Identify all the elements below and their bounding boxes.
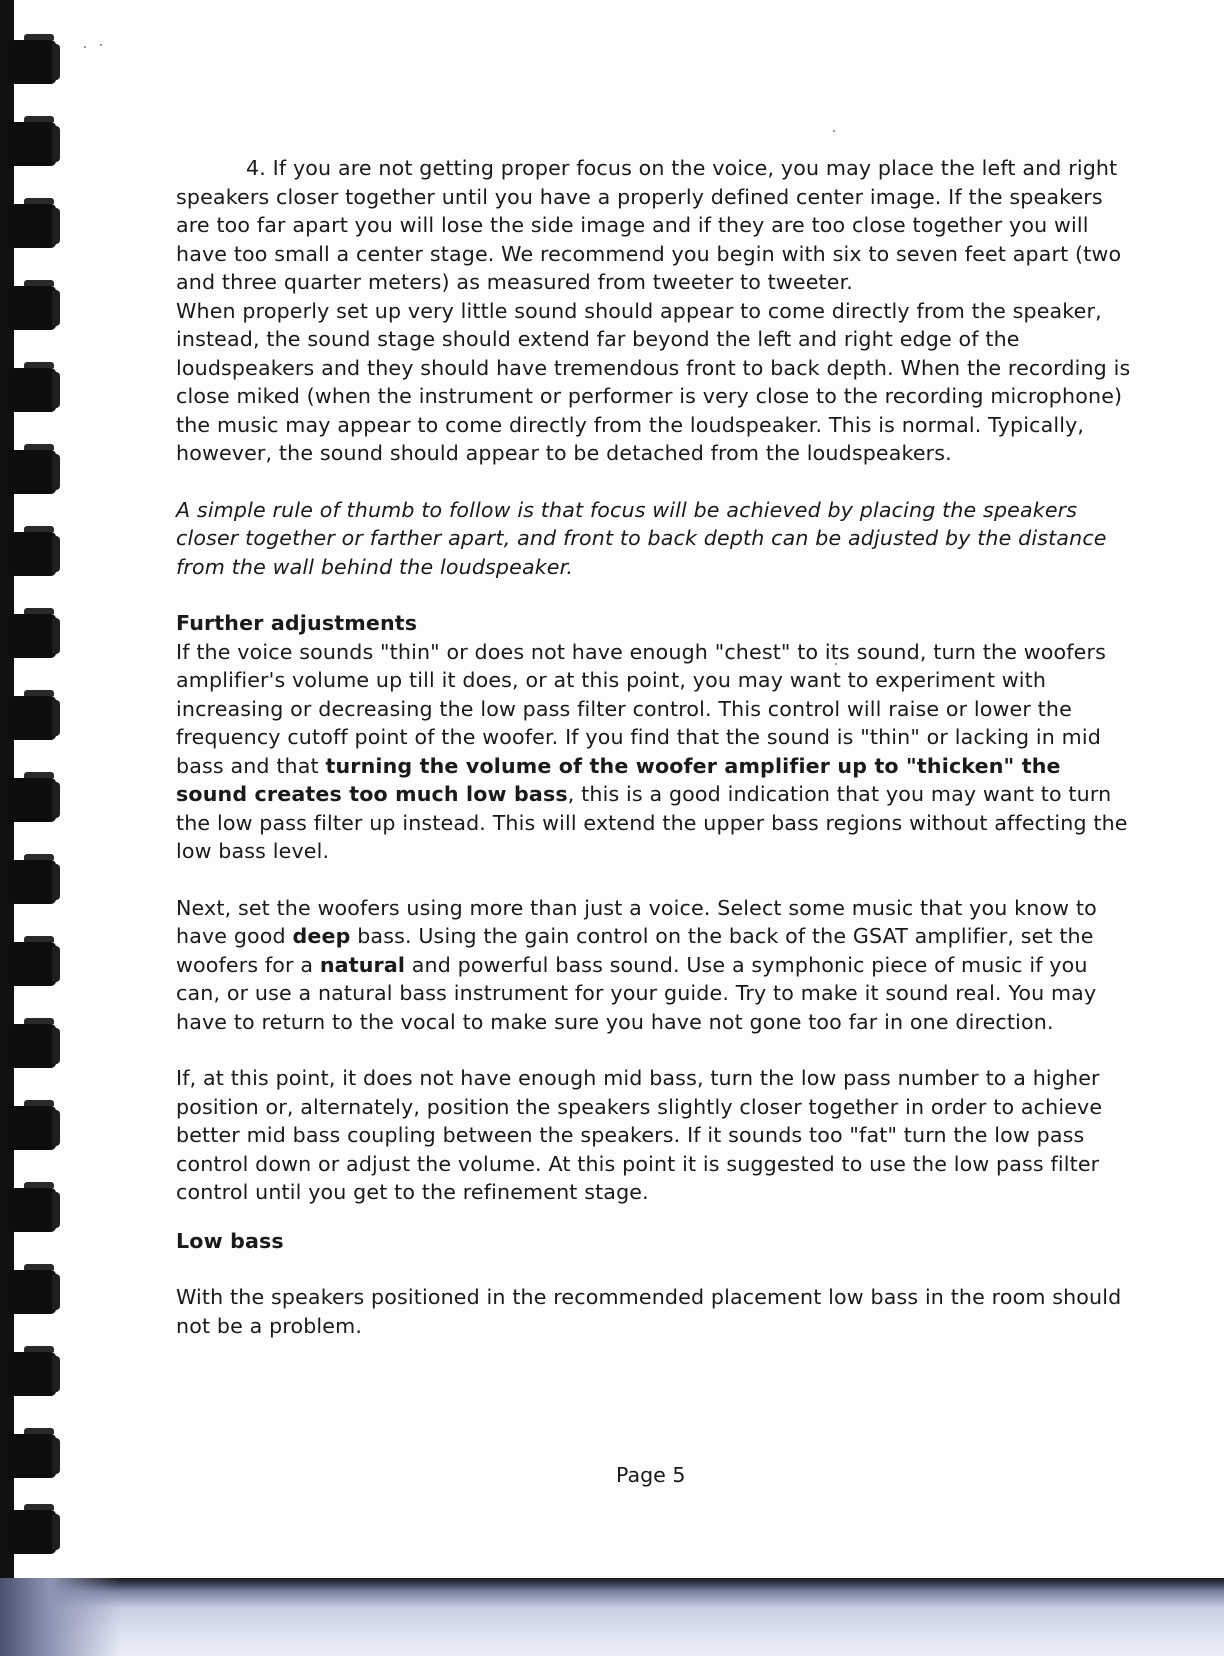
binding-coil: [8, 696, 56, 740]
binding-coil: [8, 204, 56, 248]
scan-speck: [833, 130, 835, 132]
binding-coil: [8, 1434, 56, 1478]
text-run: and powerful bass sound. Use a symphonic piece of music if you can, or use a natural bass instrument for your guide. Try to make it sound real. You may have to return to the vocal to make sure you have not gone too far in one direction.: [176, 952, 1097, 1034]
document-body: [176, 154, 1136, 1340]
binding-coil: [8, 1188, 56, 1232]
page-number: Page 5: [616, 1463, 686, 1487]
paragraph-low-bass: With the speakers positioned in the recommended placement low bass in the room should not be a problem.: [176, 1285, 1122, 1338]
binding-coil: [8, 1024, 56, 1068]
text-run: Next, set the woofers using more than just a voice. Select some music that you know to have good: [176, 895, 1097, 948]
bold-text-run: turning the volume of the woofer amplifier up to "thicken" the sound creates too much low bass: [176, 753, 1061, 806]
bold-text-run: natural: [319, 952, 406, 977]
paragraph-mid-bass: If, at this point, it does not have enough mid bass, turn the low pass number to a higher position or, alternately, position the speakers slightly closer together in order to achieve better mid bass coupling between the speakers. If it sounds too "fat" turn the low pass control down or adjust the volume. At this point it is suggested to use the low pass filter control until you get to the refinement stage.: [176, 1066, 1103, 1204]
binding-coil: [8, 40, 56, 84]
page-bottom-edge: [0, 1578, 1224, 1656]
paragraph-focus-intro: 4. If you are not getting proper focus on the voice, you may place the left and right speakers closer together until you have a properly defined center image. If the speakers are too far apart you will lose the side image and if they are too close together you will have too small a center stage. We recommend you begin with six to seven feet apart (two and three quarter meters) as measured from tweeter to tweeter.: [176, 156, 1122, 294]
binding-coil: [8, 286, 56, 330]
bold-text-run: deep: [292, 924, 351, 948]
binding-coil: [8, 1270, 56, 1314]
binding-coil: [8, 1352, 56, 1396]
binding-coil: [8, 450, 56, 494]
text-run: , this is a good indication that you may want to turn the low pass filter up instead. This will extend the upper bass regions without affecting the low bass level.: [176, 782, 1128, 863]
scan-speck: [84, 46, 86, 48]
binding-coil: [8, 368, 56, 412]
paragraph-further-adjustments: [176, 638, 1136, 866]
binding-coil: [8, 122, 56, 166]
heading-further-adjustments: Further adjustments: [176, 611, 418, 635]
text-run: bass. Using the gain control on the back of the GSAT amplifier, set the woofers for a: [176, 924, 1094, 977]
binding-coil: [8, 1510, 56, 1554]
binding-coil: [8, 942, 56, 986]
binding-coil: [8, 532, 56, 576]
binding-coil: [8, 860, 56, 904]
paragraph-proper-setup: When properly set up very little sound should appear to come directly from the speaker, instead, the sound stage should extend far beyond the left and right edge of the loudspeakers and they should have tremendous front to back depth. When the recording is close miked (when the instrument or performer is very close to the recording microphone) the music may appear to come directly from the loudspeaker. This is normal. Typically, however, the sound should appear to be detached from the loudspeakers.: [176, 298, 1131, 465]
binding-coil: [8, 614, 56, 658]
binding-coil: [8, 778, 56, 822]
paragraph-rule-of-thumb: A simple rule of thumb to follow is that focus will be achieved by placing the speakers closer together or farther apart, and front to back depth can be adjusted by the distance from the wall behind the loudspeaker.: [176, 497, 1107, 579]
spiral-binding: [0, 0, 70, 1580]
scan-speck: [100, 44, 102, 46]
paragraph-next-woofers: [176, 894, 1136, 1037]
binding-coil: [8, 1106, 56, 1150]
heading-low-bass: Low bass: [176, 1228, 284, 1253]
text-run: If the voice sounds "thin" or does not have enough "chest" to its sound, turn the woofers amplifier's volume up till it does, or at this point, you may want to experiment with increasing or decreasing the low pass filter control. This control will raise or lower the frequency cutoff point of the woofer. If you find that the sound is "thin" or lacking in mid bass and that: [176, 639, 1106, 778]
